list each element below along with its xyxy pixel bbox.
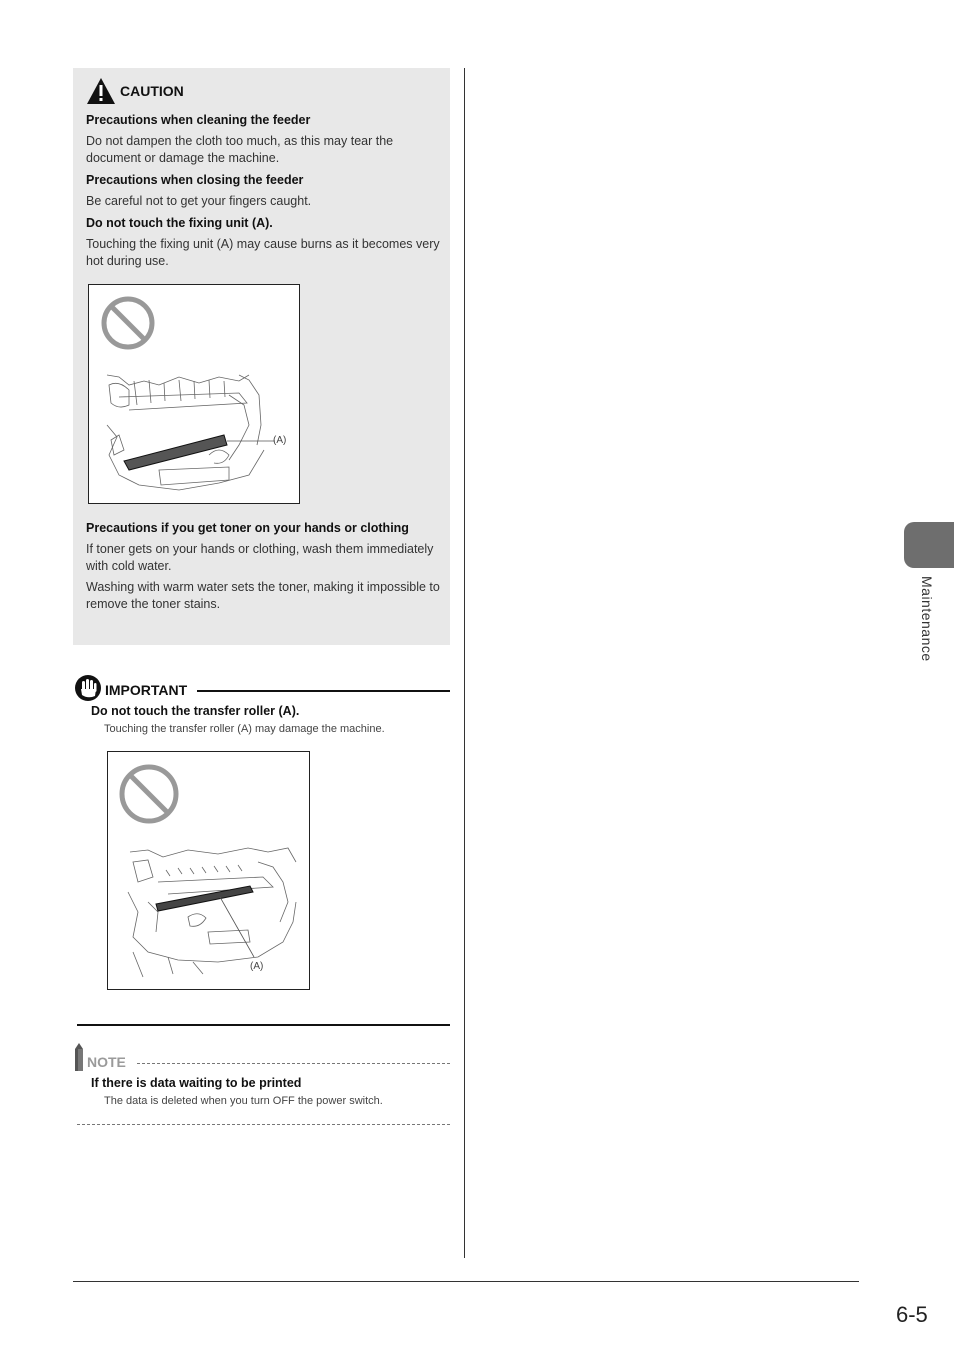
section-heading-fixing-unit: Do not touch the fixing unit (A). [86,216,273,230]
important-rule [197,690,450,692]
transfer-roller-illustration [108,752,309,989]
important-header [73,674,450,704]
note-title: NOTE [87,1054,126,1070]
transfer-roller-label: (A) [250,961,264,972]
section-heading-cleaning-feeder: Precautions when cleaning the feeder [86,113,311,127]
transfer-roller-highlight [156,886,253,911]
fixing-unit-label: (A) [273,435,287,446]
prohibited-icon [122,767,176,821]
prohibited-icon [104,299,152,347]
fixing-unit-illustration [89,285,299,503]
pencil-icon [72,1043,86,1073]
section-heading-closing-feeder: Precautions when closing the feeder [86,173,304,187]
note-end-rule [77,1124,450,1125]
important-heading: Do not touch the transfer roller (A). [91,704,300,718]
section-text-fixing-unit: Touching the fixing unit (A) may cause burns as it becomes very hot during use. [86,237,440,268]
caution-title: CAUTION [120,83,184,99]
caution-box [73,68,450,645]
important-text: Touching the transfer roller (A) may damage the machine. [104,723,385,735]
chapter-tab-label: Maintenance [919,576,935,662]
section-text-toner-2: Washing with warm water sets the toner, making it impossible to remove the toner stains. [86,580,440,611]
chapter-tab [904,522,954,568]
column-divider [464,68,465,1258]
section-text-closing-feeder: Be careful not to get your fingers caught. [86,194,312,208]
footer-rule [73,1281,859,1282]
transfer-roller-figure [107,751,310,990]
warning-icon [86,77,116,105]
note-rule [137,1063,450,1064]
important-title: IMPORTANT [105,682,188,698]
important-end-rule [77,1024,450,1026]
page-number: 6-5 [896,1302,928,1327]
section-heading-toner: Precautions if you get toner on your hands or clothing [86,521,409,535]
note-text: The data is deleted when you turn OFF the power switch. [104,1095,383,1107]
note-heading: If there is data waiting to be printed [91,1076,302,1090]
section-text-toner-1: If toner gets on your hands or clothing, wash them immediately with cold water. [86,542,434,573]
section-text-cleaning-feeder: Do not dampen the cloth too much, as this may tear the document or damage the machine. [86,134,394,165]
fixing-unit-figure [88,284,300,504]
caution-header [86,76,184,106]
hand-stop-icon [73,674,103,702]
